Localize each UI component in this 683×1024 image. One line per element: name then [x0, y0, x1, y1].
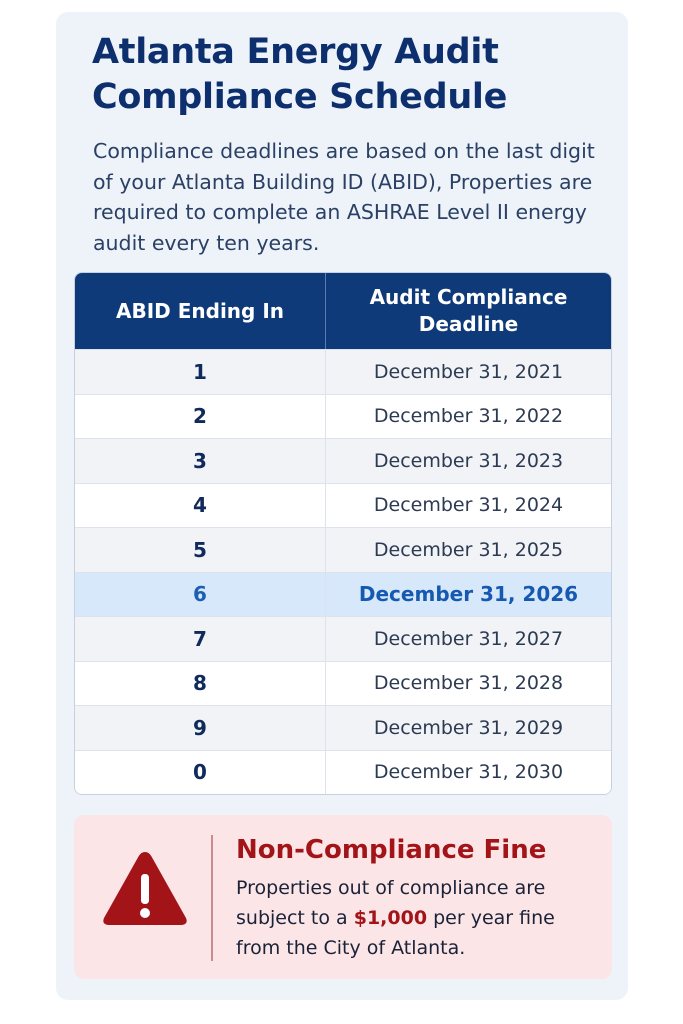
abid-digit: 0: [75, 751, 326, 795]
deadline-date: December 31, 2021: [373, 360, 564, 383]
deadline-date: December 31, 2023: [373, 449, 564, 472]
abid-digit: 9: [75, 706, 326, 750]
table-row: [75, 483, 611, 528]
table-row: [75, 616, 611, 661]
abid-digit: 5: [75, 528, 326, 572]
compliance-table: [74, 272, 612, 795]
table-row: [75, 750, 611, 795]
intro-text: Compliance deadlines are based on the last digit of your Atlanta Building ID (ABID), Properties are required to complete an ASHRAE Level II energy audit every ten years.: [93, 139, 595, 255]
deadline-date: December 31, 2029: [373, 716, 564, 739]
abid-digit: 4: [75, 484, 326, 528]
table-row: [75, 527, 611, 572]
abid-digit: 1: [75, 350, 326, 394]
abid-digit: 3: [75, 439, 326, 483]
abid-digit: 6: [75, 573, 326, 617]
header-abid: ABID Ending In: [75, 273, 326, 349]
fine-amount: $1,000: [353, 907, 428, 929]
page-title: Atlanta Energy Audit Compliance Schedule: [92, 32, 508, 117]
fine-callout: [74, 815, 612, 979]
table-row: [75, 438, 611, 483]
abid-digit: 2: [75, 395, 326, 439]
table-body: [75, 349, 611, 794]
fine-text: [236, 873, 596, 963]
header-deadline: Audit Compliance Deadline: [369, 285, 568, 336]
abid-digit: 8: [75, 662, 326, 706]
table-row: [75, 394, 611, 439]
table-header: [75, 273, 611, 349]
deadline-date: December 31, 2022: [373, 405, 564, 428]
table-row: [75, 705, 611, 750]
warning-triangle-icon: [100, 848, 190, 930]
deadline-date: December 31, 2026: [358, 582, 579, 607]
table-row: [75, 661, 611, 706]
table-row-highlighted: [75, 572, 611, 617]
deadline-date: December 31, 2024: [373, 494, 564, 517]
deadline-date: December 31, 2027: [373, 627, 564, 650]
table-row: [75, 349, 611, 394]
deadline-date: December 31, 2030: [373, 761, 564, 784]
fine-text-before: Properties out of compliance are subject to a: [236, 877, 546, 929]
fine-title: Non-Compliance Fine: [236, 835, 547, 865]
fine-text-after: per year fine from the City of Atlanta.: [236, 907, 555, 959]
deadline-date: December 31, 2028: [373, 672, 564, 695]
callout-divider: [211, 835, 213, 961]
deadline-date: December 31, 2025: [373, 538, 564, 561]
abid-digit: 7: [75, 617, 326, 661]
